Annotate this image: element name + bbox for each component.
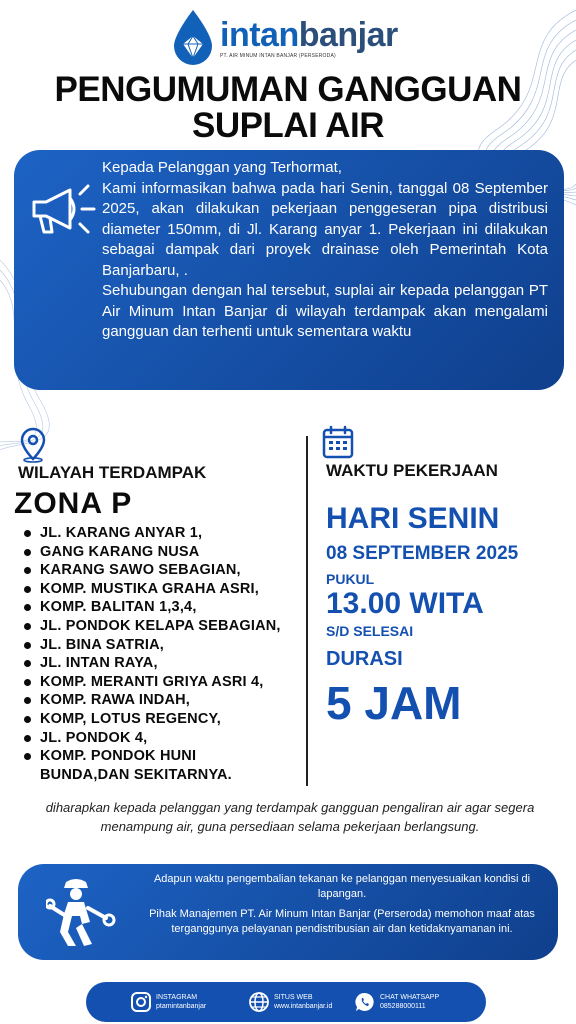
list-item: KOMP. BALITAN 1,3,4, — [24, 598, 281, 617]
brand-name: intanbanjar — [220, 15, 398, 54]
info-paragraph-2: Pihak Manajemen PT. Air Minum Intan Banjar (Perseroda) memohon maaf atas terganggunya pelayanan pendistribusian air dan ketidaknyamanan ini. — [149, 908, 535, 935]
zone-title: ZONA P — [14, 487, 133, 520]
work-time-heading: WAKTU PEKERJAAN — [326, 461, 498, 480]
street-list — [24, 524, 281, 784]
list-item: KOMP. MERANTI GRIYA ASRI 4, — [24, 673, 281, 692]
column-divider — [306, 436, 308, 786]
megaphone-icon — [26, 172, 98, 240]
instagram-contact[interactable] — [130, 991, 206, 1013]
until-label: S/D SELESAI — [326, 623, 414, 639]
intro-panel — [14, 150, 564, 390]
instagram-value: ptamintanbanjar — [156, 1003, 207, 1010]
list-item: KOMP. PONDOK HUNI BUNDA,DAN SEKITARNYA. — [24, 747, 281, 784]
location-pin-icon — [18, 427, 48, 463]
whatsapp-icon — [354, 991, 376, 1013]
water-drop-logo-icon — [170, 8, 216, 68]
worker-wrench-icon — [46, 876, 116, 948]
contact-footer — [86, 982, 486, 1022]
brand-logo — [170, 8, 398, 68]
info-paragraph-1: Adapun waktu pengembalian tekanan ke pelanggan menyesuaikan kondisi di lapangan. — [153, 873, 531, 900]
list-item: KOMP. RAWA INDAH, — [24, 691, 281, 710]
info-text — [140, 872, 544, 942]
globe-icon — [248, 991, 270, 1013]
list-item: KOMP, LOTUS REGENCY, — [24, 710, 281, 729]
time-label: PUKUL — [326, 571, 375, 587]
whatsapp-contact[interactable] — [354, 991, 439, 1013]
website-contact[interactable] — [248, 991, 332, 1013]
intro-paragraph-2: Sehubungan dengan hal tersebut, suplai air kepada pelanggan PT Air Minum Intan Banjar di wilayah terdampak akan mengalami gangguan dan terhenti untuk sementara waktu — [102, 282, 548, 340]
intro-paragraph-1: Kepada Pelanggan yang Terhormat, Kami informasikan bahwa pada hari Senin, tanggal 08 September 2025, akan dilakukan pekerjaan penggeseran pipa distribusi diameter 150mm, di Jl. Karang anyar 1. Pekerjaan ini dilakukan sebagai dampak dari proyek drainase oleh Pemerintah Kota Banjarbaru, . — [102, 159, 548, 279]
notice-note: diharapkan kepada pelanggan yang terdampak gangguan pengaliran air agar segera menampung air, guna persediaan selama pekerjaan berlangsung. — [45, 800, 535, 834]
work-date: 08 SEPTEMBER 2025 — [326, 543, 519, 564]
instagram-icon — [130, 991, 152, 1013]
list-item: JL. INTAN RAYA, — [24, 654, 281, 673]
brand-subtitle: PT. AIR MINUM INTAN BANJAR (PERSERODA) — [220, 52, 336, 59]
calendar-icon — [322, 425, 354, 459]
whatsapp-value: 085288000111 — [380, 1003, 426, 1010]
website-value: www.intanbanjar.id — [274, 1003, 333, 1010]
website-label: SITUS WEB — [274, 994, 313, 1001]
page-title — [0, 72, 576, 144]
list-item: JL. KARANG ANYAR 1, — [24, 524, 281, 543]
instagram-label: INSTAGRAM — [156, 994, 198, 1001]
list-item: GANG KARANG NUSA — [24, 543, 281, 562]
work-time: 13.00 WITA — [326, 587, 484, 620]
list-item: JL. PONDOK 4, — [24, 729, 281, 748]
intro-text — [102, 158, 548, 343]
list-item: KARANG SAWO SEBAGIAN, — [24, 561, 281, 580]
title-line-2: SUPLAI AIR — [191, 106, 385, 145]
list-item: JL. PONDOK KELAPA SEBAGIAN, — [24, 617, 281, 636]
duration-label: DURASI — [326, 648, 403, 670]
affected-area-heading: WILAYAH TERDAMPAK — [18, 463, 207, 482]
duration-value: 5 JAM — [326, 677, 462, 729]
work-day: HARI SENIN — [326, 502, 500, 535]
info-panel — [18, 864, 558, 960]
list-item: JL. BINA SATRIA, — [24, 636, 281, 655]
list-item: KOMP. MUSTIKA GRAHA ASRI, — [24, 580, 281, 599]
whatsapp-label: CHAT WHATSAPP — [380, 994, 440, 1001]
title-line-1: PENGUMUMAN GANGGUAN — [54, 70, 522, 109]
